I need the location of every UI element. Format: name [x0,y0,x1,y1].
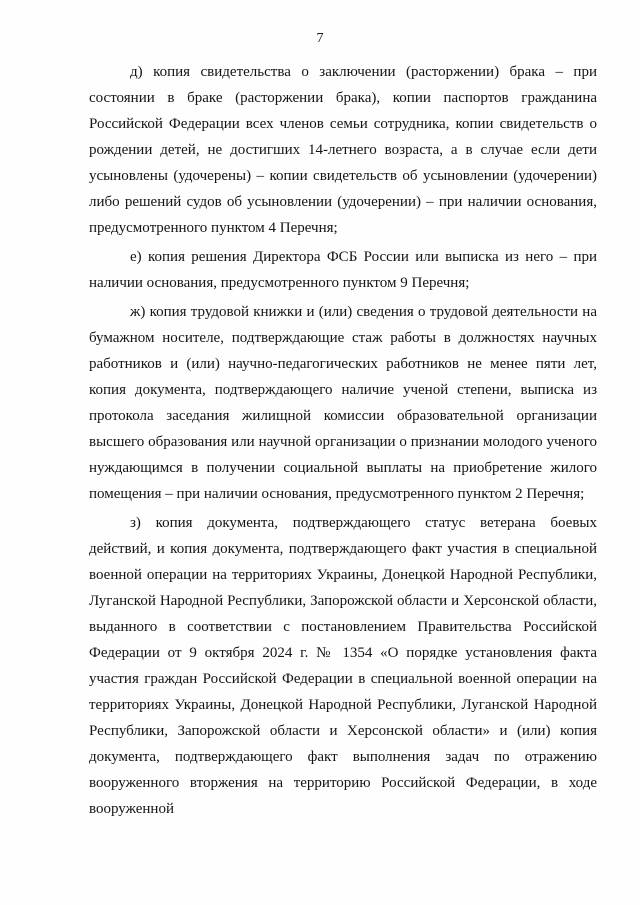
page-number: 7 [316,31,324,46]
paragraph-zh: ж) копия трудовой книжки и (или) сведения о трудовой деятельности на бумажном носителе, подтверждающие стаж работы в должностях научных работников и (или) научно-педагогических работников не менее пяти лет, копия документа, подтверждающего наличие ученой степени, выписка из протокола заседания жилищной комиссии образовательной организации высшего образования или научной организации о признании молодого ученого нуждающимся в получении социальной выплаты на приобретение жилого помещения – при наличии основания, предусмотренного пунктом 2 Перечня; [89,304,597,502]
document-body [89,59,597,825]
paragraph-z: з) копия документа, подтверждающего статус ветерана боевых действий, и копия документа, подтверждающего факт участия в специальной военной операции на территориях Украины, Донецкой Народной Республики, Луганской Народной Республики, Запорожской области и Херсонской области, выданного в соответствии с постановлением Правительства Российской Федерации от 9 октября 2024 г. № 1354 «О порядке установления факта участия граждан Российской Федерации в специальной военной операции на территориях Украины, Донецкой Народной Республики, Луганской Народной Республики, Запорожской области и Херсонской области» и (или) копия документа, подтверждающего факт выполнения задач по отражению вооруженного вторжения на территорию Российской Федерации, в ходе вооруженной [89,515,597,817]
paragraph-e: е) копия решения Директора ФСБ России или выписка из него – при наличии основания, предусмотренного пунктом 9 Перечня; [89,249,597,291]
paragraph-d: д) копия свидетельства о заключении (расторжении) брака – при состоянии в браке (расторжении брака), копии паспортов гражданина Российской Федерации всех членов семьи сотрудника, копии свидетельств о рождении детей, не достигших 14-летнего возраста, а в случае если дети усыновлены (удочерены) – копии свидетельств об усыновлении (удочерении) либо решений судов об усыновлении (удочерении) – при наличии основания, предусмотренного пунктом 4 Перечня; [89,64,597,236]
